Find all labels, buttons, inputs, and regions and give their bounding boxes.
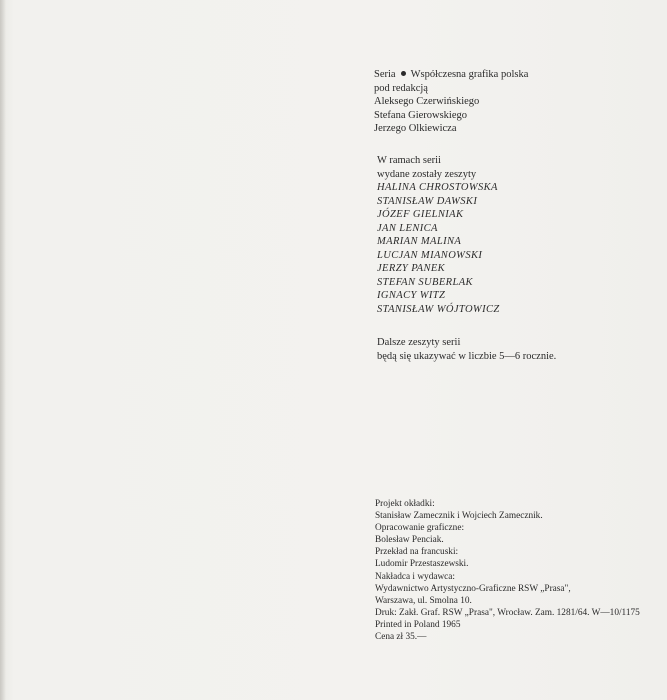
next-issues-line: Dalsze zeszyty serii	[377, 337, 461, 348]
issues-intro: wydane zostały zeszyty	[377, 168, 477, 180]
bullet-icon	[401, 71, 406, 76]
issues-intro: W ramach serii	[377, 155, 441, 166]
artist-name: JÓZEF GIELNIAK	[377, 209, 464, 220]
artist-name: JERZY PANEK	[377, 263, 446, 274]
published-issues	[377, 154, 500, 316]
colophon	[375, 498, 640, 643]
colophon-line: Wydawnictwo Artystyczno-Graficzne RSW „Prasa",	[375, 583, 571, 594]
artist-name: MARIAN MALINA	[377, 236, 462, 247]
colophon-line: Warszawa, ul. Smolna 10.	[375, 595, 472, 606]
colophon-line: Nakładca i wydawca:	[375, 571, 456, 582]
next-issues-line: będą się ukazywać w liczbie 5—6 rocznie.	[377, 350, 557, 362]
editor-name: Jerzego Olkiewicza	[374, 123, 457, 134]
spine-shadow	[0, 0, 6, 700]
editor-name: Stefana Gierowskiego	[374, 109, 468, 121]
artist-name: STEFAN SUBERLAK	[377, 276, 473, 288]
series-info	[374, 68, 528, 136]
colophon-line: Ludomir Przestaszewski.	[375, 559, 469, 570]
artist-name: STANISŁAW WÓJTOWICZ	[377, 303, 500, 315]
series-prefix: Seria	[374, 69, 396, 80]
colophon-line: Przekład na francuski:	[375, 547, 459, 558]
artist-name: LUCJAN MIANOWSKI	[377, 249, 483, 261]
colophon-line: Cena zł 35.—	[375, 632, 427, 643]
colophon-line: Bolesław Penciak.	[375, 535, 444, 546]
colophon-line: Projekt okładki:	[375, 499, 435, 509]
colophon-line: Opracowanie graficzne:	[375, 523, 465, 534]
editors-intro: pod redakcją	[374, 82, 428, 94]
artist-name: JAN LENICA	[377, 222, 438, 234]
artist-name: STANISŁAW DAWSKI	[377, 195, 478, 207]
artist-name: HALINA CHROSTOWSKA	[377, 182, 498, 193]
editor-name: Aleksego Czerwińskiego	[374, 96, 480, 107]
artist-name: IGNACY WITZ	[377, 290, 446, 301]
series-title-line	[374, 68, 528, 82]
colophon-line: Printed in Poland 1965	[375, 619, 461, 630]
colophon-line: Druk: Zakł. Graf. RSW „Prasa", Wrocław. Zam. 1281/64. W—10/1175	[375, 607, 640, 618]
next-issues-note	[377, 336, 556, 363]
series-title: Współczesna grafika polska	[410, 69, 529, 80]
colophon-line: Stanisław Zamecznik i Wojciech Zamecznik.	[375, 511, 543, 522]
